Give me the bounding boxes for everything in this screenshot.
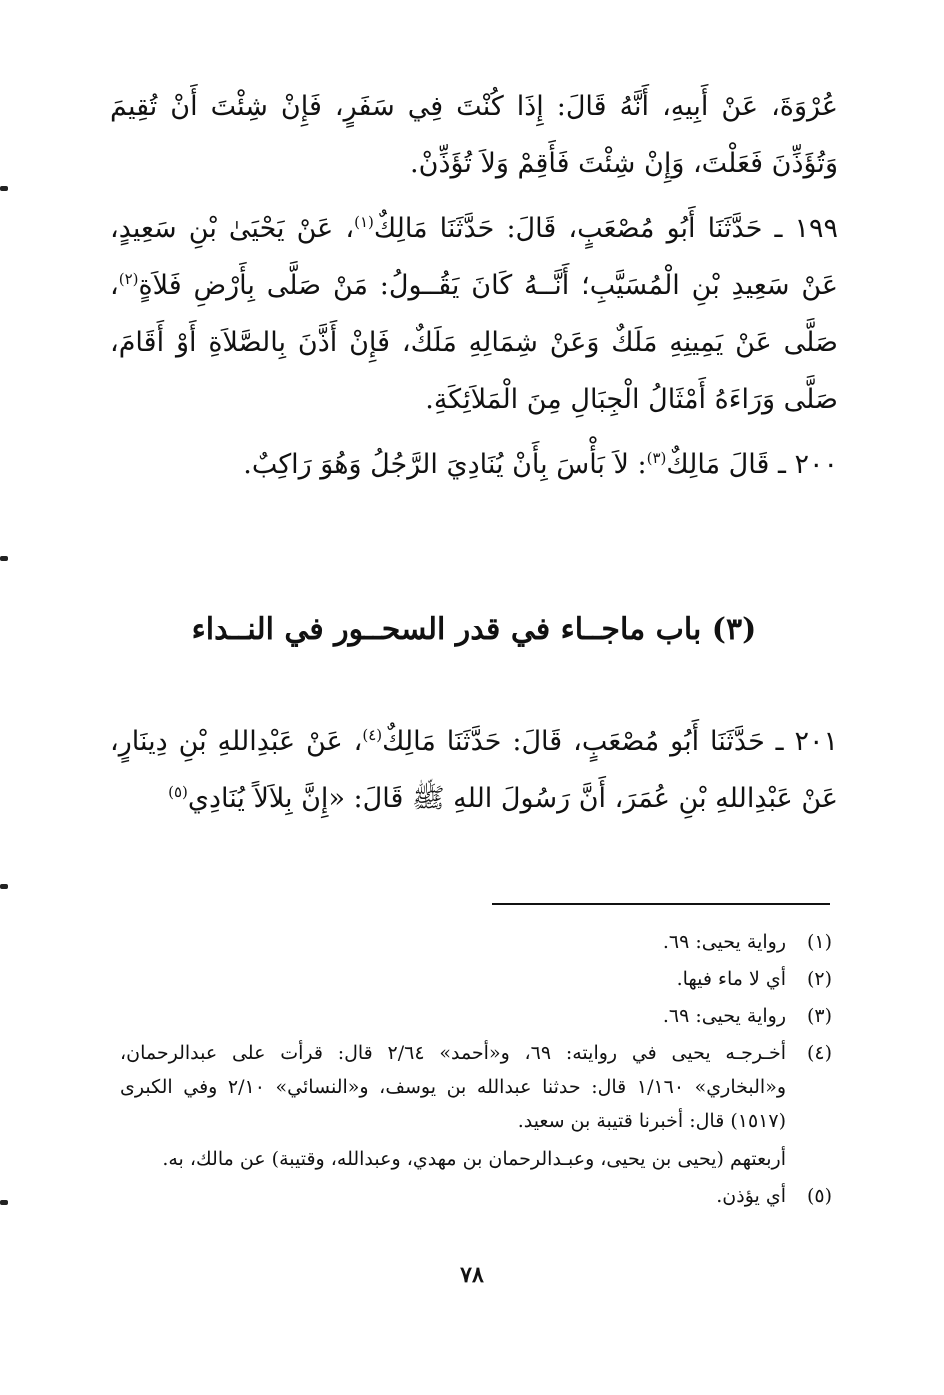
footnote-4: [120, 1036, 832, 1176]
footnote-number: (٤): [806, 1042, 832, 1064]
main-text: [110, 78, 838, 493]
main-text-2: [110, 713, 838, 827]
footnote-ref-5[interactable]: (٥): [168, 783, 188, 801]
footnote-divider: [492, 903, 830, 905]
p199-part-b: ، عَنْ يَحْيَىٰ بْنِ سَعِيدٍ، عَنْ سَعِيدِ بْنِ الْمُسَيَّبِ؛ أَنَّــهُ كَانَ يَقُــولُ: مَنْ صَلَّى بِأَرْضِ فَلاَةٍ: [110, 213, 838, 301]
chapter-heading: (٣) باب ماجــاء في قدر السحــور في النــداء: [191, 612, 757, 647]
p199-part-c: ، صَلَّى عَنْ يَمِينِهِ مَلَكٌ وَعَنْ شِمَالِهِ مَلَكٌ، فَإِنْ أَذَّنَ بِالصَّلاَةِ أَوْ أَقَامَ، صَلَّى وَرَاءَهُ أَمْثَالُ الْجِبَالِ مِنَ الْمَلاَئِكَةِ.: [110, 270, 838, 415]
footnote-number: (٣): [806, 1005, 832, 1027]
footnote-5: [120, 1179, 832, 1213]
scan-margin-mark: [0, 884, 8, 889]
footnote-text: أي يؤذن.: [716, 1185, 786, 1207]
paragraph-intro: عُرْوَةَ، عَنْ أَبِيهِ، أَنَّهُ قَالَ: إِذَا كُنْتَ فِي سَفَرٍ، فَإِنْ شِئْتَ أَنْ تُقِيمَ وَتُؤَذِّنَ فَعَلْتَ، وَإِنْ شِئْتَ فَأَقِمْ وَلاَ تُؤَذِّنْ.: [110, 91, 838, 179]
footnote-text: رواية يحيى: ٦٩.: [662, 1005, 786, 1027]
p201-part-a: ٢٠١ ـ حَدَّثَنَا أَبُو مُصْعَبٍ، قَالَ: حَدَّثَنَا مَالِكٌ: [382, 726, 839, 757]
footnote-3: [120, 999, 832, 1033]
p200-part-a: ٢٠٠ ـ قَالَ مَالِكٌ: [666, 449, 838, 480]
footnote-text-block: [120, 1036, 786, 1176]
footnote-number: (٢): [806, 968, 832, 990]
footnote-text: أي لا ماء فيها.: [676, 968, 786, 990]
paragraph-200: [110, 436, 838, 493]
footnote-text: رواية يحيى: ٦٩.: [662, 931, 786, 953]
scan-margin-mark: [0, 186, 8, 191]
footnote-text: أخـرجـه يحيى في روايته: ٦٩، و«أحمد» ٢/٦٤ قال: قرأت على عبدالرحمان، و«البخاري» ١/١٦٠ قال: حدثنا عبدالله بن يوسف، و«النسائي» ٢/١٠ وفي الكبرى (١٥١٧) قال: أخبرنا قتيبة بن سعيد.: [120, 1042, 786, 1132]
footnotes: [120, 925, 832, 1216]
footnote-subtext: أربعتهم (يحيى بن يحيى، وعبـدالرحمان بن مهدي، وعبدالله، وقتيبة) عن مالك، به.: [162, 1148, 786, 1170]
footnote-ref-1[interactable]: (١): [354, 213, 374, 231]
footnote-2: [120, 962, 832, 996]
scan-margin-mark: [0, 1200, 8, 1205]
page-number: ٧٨: [460, 1262, 484, 1288]
p201-part-b: ، عَنْ عَبْدِاللهِ بْنِ دِينَارٍ، عَنْ عَبْدِاللهِ بْنِ عُمَرَ، أَنَّ رَسُولَ اللهِ ﷺ قَالَ: «إِنَّ بِلاَلاً يُنَادِي: [110, 726, 838, 814]
footnote-ref-3[interactable]: (٣): [646, 449, 667, 467]
paragraph-201: [110, 713, 838, 827]
footnote-number: (٥): [806, 1185, 832, 1207]
p200-part-b: : لاَ بَأْسَ بِأَنْ يُنَادِيَ الرَّجُلُ وَهُوَ رَاكِبٌ.: [243, 449, 647, 480]
footnote-number: (١): [806, 931, 832, 953]
footnote-ref-2[interactable]: (٢): [118, 270, 139, 288]
footnote-ref-4[interactable]: (٤): [362, 726, 383, 744]
paragraph-199: [110, 200, 838, 428]
footnote-1: [120, 925, 832, 959]
scan-margin-mark: [0, 556, 8, 561]
p199-part-a: ١٩٩ ـ حَدَّثَنَا أَبُو مُصْعَبٍ، قَالَ: حَدَّثَنَا مَالِكٌ: [373, 213, 838, 244]
